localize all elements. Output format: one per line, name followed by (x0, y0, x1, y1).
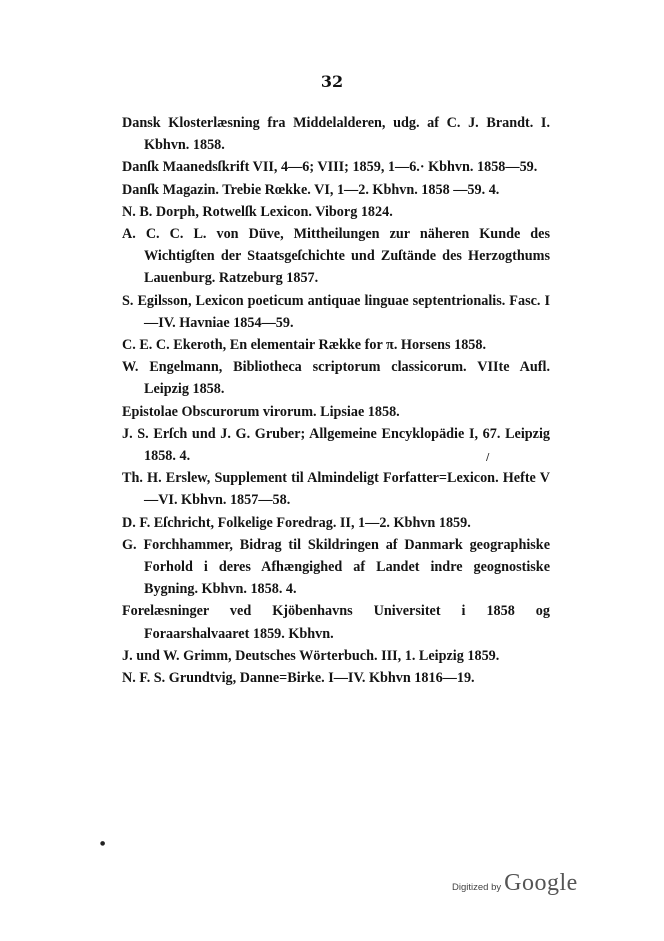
bibliography-list (122, 112, 550, 689)
bibliography-entry: Danſk Maanedsſkrift VII, 4—6; VIII; 1859, 1—6.· Kbhvn. 1858—59. (122, 159, 538, 176)
bibliography-entry: N. F. S. Grundtvig, Danne=Birke. I—IV. Kbhvn 1816—19. (122, 670, 475, 687)
bibliography-entry: Th. H. Erslew, Supplement til Almindeligt Forfatter=Lexicon. Hefte V—VI. Kbhvn. 1857—58. (122, 470, 550, 509)
bibliography-entry: J. S. Erſch und J. G. Gruber; Allgemeine Encyklopädie I, 67. Leipzig 1858. 4. (122, 425, 550, 465)
bibliography-entry: J. und W. Grimm, Deutsches Wörterbuch. III, 1. Leipzig 1859. (122, 647, 500, 664)
bibliography-entry: C. E. C. Ekeroth, En elementair Række for π. Horsens 1858. (122, 337, 487, 354)
bibliography-entry: W. Engelmann, Bibliotheca scriptorum classicorum. VIIte Aufl. Leipzig 1858. (122, 359, 550, 398)
stray-ink-mark: / (486, 452, 490, 463)
bibliography-entry: N. B. Dorph, Rotwelſk Lexicon. Viborg 1824. (122, 203, 393, 220)
google-logo: Google (504, 870, 578, 896)
bibliography-entry: Dansk Klosterlæsning fra Middelalderen, udg. af C. J. Brandt. I. Kbhvn. 1858. (122, 115, 550, 154)
bibliography-entry: Forelæsninger ved Kjöbenhavns Universitet i 1858 og Foraarshalvaaret 1859. Kbhvn. (122, 603, 550, 642)
page-number: 32 (320, 72, 344, 91)
bibliography-entry: Danſk Magazin. Trebie Rœkke. VI, 1—2. Kbhvn. 1858 —59. 4. (122, 181, 500, 198)
bibliography-entry: S. Egilsson, Lexicon poeticum antiquae linguae septentrionalis. Fasc. I—IV. Havniae 1854—59. (122, 292, 550, 331)
digitized-by-label: Digitized by (452, 882, 502, 893)
bibliography-entry: Epistolae Obscurorum virorum. Lipsiae 1858. (122, 403, 400, 420)
bibliography-entry: G. Forchhammer, Bidrag til Skildringen af Danmark geographiske Forhold i deres Afhængighed af Landet indre geognostiske Bygning. Kbhvn. 1858. 4. (122, 536, 550, 598)
bibliography-entry: A. C. C. L. von Düve, Mittheilungen zur näheren Kunde des Wichtigſten der Staatsgeſchichte und Zuſtände des Herzogthums Lauenburg. Ratzeburg 1857. (122, 226, 550, 287)
digitization-watermark (452, 870, 578, 897)
bibliography-entry: D. F. Eſchricht, Folkelige Foredrag. II, 1—2. Kbhvn 1859. (122, 514, 471, 531)
stray-ink-dot: ● (100, 840, 106, 847)
